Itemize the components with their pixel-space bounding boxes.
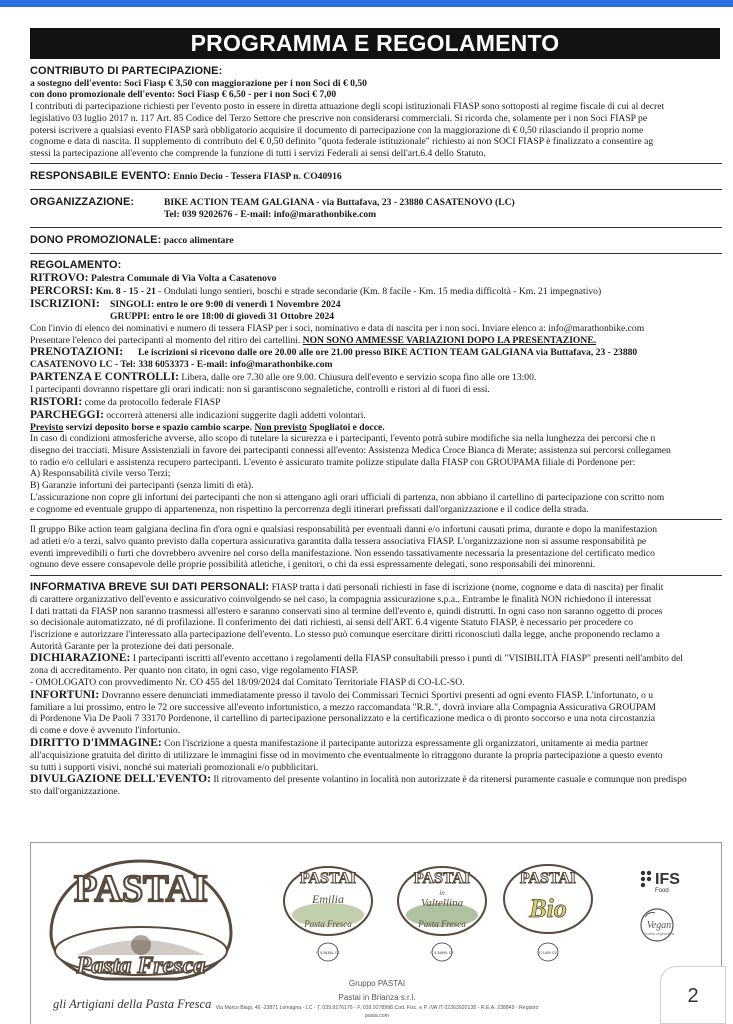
page-number-badge: 2 — [660, 966, 726, 1024]
informativa-heading: INFORMATIVA BREVE SUI DATI PERSONALI: — [30, 582, 270, 594]
ritrovo-row — [30, 272, 722, 285]
pastai-logo-text: PASTAI — [74, 868, 208, 910]
responsabile-row — [30, 168, 722, 183]
elenco-line-2 — [30, 335, 722, 347]
previsto-label: Previsto — [30, 421, 64, 433]
parcheggi-value: occorrerà attenersi alle indicazioni suggerite dagli addetti volontari. — [106, 409, 366, 421]
divulgazione-line-2: sto dall'organizzazione. — [30, 786, 120, 798]
regolamento-body-line: disegno dei tracciati. Misure Assistenziali in favore dei partecipanti connessi all'evento: Assistenza Medica Croce Bianca di Merate; assistenza sui percorsi collegamen — [30, 445, 671, 457]
dono-row — [30, 232, 722, 247]
contributo-line-2: con dono promozionale dell'evento: Soci Fiasp € 6,50 - per i non Soci € 7,00 — [30, 89, 337, 101]
previsto-text: servizi deposito borse e spazio cambio scarpe. — [63, 421, 255, 433]
sponsor-footer — [30, 842, 722, 1024]
pastai-emilia-logo — [281, 859, 376, 969]
non-previsto-text: Spogliatoi e docce. — [306, 421, 385, 433]
vegan-text: Vegan — [646, 920, 672, 931]
dono-value: pacco alimentare — [163, 234, 234, 246]
pastai-valtellina-logo — [395, 859, 490, 969]
infortuni-line: di come e dove è avvenuto l'infortunio. — [30, 725, 181, 737]
dichiarazione-row — [30, 652, 722, 665]
ritrovo-value: Palestra Comunale di Via Volta a Casatenovo — [90, 273, 277, 285]
contributo-heading: CONTRIBUTO DI PARTECIPAZIONE: — [30, 66, 223, 77]
elenco-text: Presentare l'elenco dei partecipanti al momento del ritiro dei cartellini. — [30, 334, 303, 346]
contributo-line-1: a sostegno dell'evento: Soci Fiasp € 3,50 con maggiorazione per i non Soci di € 0,50 — [30, 77, 367, 89]
informativa-line: I dati trattati da FIASP non saranno trasmessi all'estero e saranno conservati sino al termine dell'evento e, quindi distrutti. In ogni caso non saranno oggetto di proces — [30, 605, 663, 617]
divider — [30, 519, 722, 520]
contributo-body-line: I contributi di partecipazione richiesti per l'evento posto in essere in diretta attuazione degli scopi istituzionali FIASP sono sottoposti al regime fiscale di cui al decret — [30, 101, 665, 113]
emilia-region-text: Emilia — [312, 892, 344, 906]
informativa-first-line — [30, 582, 722, 594]
regolamento-body-line: In caso di condizioni atmosferiche avverse, allo scopo di tutelare la sicurezza e i partecipanti, l'evento potrà subire modifiche sia nella lunghezza dei percorsi che n — [30, 433, 656, 445]
prenotazioni-label: PRENOTAZIONI: — [30, 346, 124, 359]
infortuni-line: familiare a lui prossimo, entro le 72 ore successive all'evento infortunistico, a mezzo raccomandata "R.R.", dovrà inviare alla Compagnia Assicurativa GROUPAM — [30, 701, 656, 713]
ristori-value: come da protocollo federale FIASP — [84, 396, 221, 408]
diritto-row — [30, 737, 722, 750]
parcheggi-row — [30, 409, 722, 422]
partenza-line-2: I partecipanti dovranno rispettare gli orari indicati: non si garantiscono segnaletiche, controlli e ristori al di fuori di essi. — [30, 383, 490, 395]
vegan-sub-text: Qualità Vegetariana — [643, 932, 675, 936]
contributo-section — [30, 66, 722, 160]
iscrizioni-singoli: SINGOLI: entro le ore 9:00 di venerdì 1 Novembre 2024 — [110, 299, 341, 311]
percorsi-row — [30, 285, 722, 298]
vegan-logo — [635, 905, 685, 945]
ristori-label: RISTORI: — [30, 395, 83, 408]
valtellina-in-text: in — [439, 889, 445, 897]
prenotazioni-line-2: CASATENOVO LC - Tel: 338 6053373 - E-mail: info@marathonbike.com — [30, 359, 333, 371]
ristori-row — [30, 396, 722, 409]
organizzazione-line-2: Tel: 039 9202676 - E-mail: info@marathonbike.com — [164, 209, 377, 221]
declino-line: eventi imprevedibili o furti che dovrebbero avvenire nel corso della manifestazione. Non essendo tassativamente necessaria la presentazione del certificato medico — [30, 547, 655, 559]
ifs-food-logo — [635, 865, 705, 905]
divider — [30, 575, 722, 576]
pastai-tagline: gli Artigiani della Pasta Fresca — [53, 997, 212, 1011]
bio-top-text: PASTAI — [519, 870, 577, 887]
regolamento-body-line: e cognome ed eventuale gruppo di appartenenza, non rispettino la percorrenza degli itinerari prefissati dall'organizzazione e il codice della strada. — [30, 503, 589, 515]
browser-top-strip — [0, 0, 733, 7]
iscrizioni-gruppi: GRUPPI: entro le ore 18:00 di giovedì 31 Ottobre 2024 — [110, 311, 335, 323]
divulgazione-text: Il ritrovamento del presente volantino in località non autorizzate è da ritenersi puramente casuale e comunque non predispo — [210, 774, 687, 786]
regolamento-body-line: to radio e/o cellulari e assistenza recupero partecipanti. L'evento è assicurato tramite polizze stipulate dalla FIASP con GROUPAMA filiale di Pordenone per: — [30, 456, 636, 468]
dono-label: DONO PROMOZIONALE: — [30, 233, 162, 246]
pastai-bio-logo — [501, 859, 596, 969]
divider — [30, 163, 722, 164]
partenza-value: Libera, dalle ore 7.30 alle ore 9.00. Chiusura dell'evento e servizio scopa fino alle ore 13:00. — [181, 371, 537, 383]
non-previsto-label: Non previsto — [254, 421, 307, 433]
declino-line: ad atleti e/o a terzi, salvo quanto previsto dalla copertura assicurativa garantita dalla tessera associativa FIASP. L'organizzazione non si assume responsabilità pe — [30, 535, 647, 547]
partenza-row — [30, 371, 722, 384]
bio-text: Bio — [529, 894, 567, 923]
diritto-text: Con l'iscrizione a questa manifestazione il partecipante autorizza espressamente gli organizzatori, unitamente ai media partner — [161, 737, 649, 749]
contributo-body-line: potersi iscrivere a qualsiasi evento FIASP sarà obbligatorio acquisire il documento di partecipazione con la maggiorazione di € 0,50 rilasciando il proprio nome — [30, 124, 644, 136]
emilia-cert-mark: IT 9-3635/L CE — [316, 951, 340, 955]
informativa-line: l'iscrizione e autorizzare l'interessato alla partecipazione dell'evento. Lo stesso può comunque esercitare diritti riconosciuti dalla legge, anche proponendo reclamo a — [30, 628, 660, 640]
regolamento-body-line: B) Garanzie infortuni dei partecipanti (senza limiti di età). — [30, 480, 254, 492]
organizzazione-label: ORGANIZZAZIONE: — [30, 196, 135, 209]
regolamento-body-line: A) Responsabilità civile verso Terzi; — [30, 468, 171, 480]
emilia-bottom-text: Pasta Fresca — [304, 919, 352, 929]
ritrovo-label: RITROVO: — [30, 272, 89, 285]
valtellina-cert-mark: IT 9-3499/L CE — [430, 951, 454, 955]
prenotazioni-value: Le iscrizioni si ricevono dalle ore 20.00 alle ore 21.00 presso BIKE ACTION TEAM GALGIANA via Buttafava, 23 - 23880 — [138, 347, 638, 359]
iscrizioni-label: ISCRIZIONI: — [30, 298, 100, 311]
bio-cert-mark: IT L600 CE — [539, 951, 557, 955]
document-body — [30, 66, 722, 798]
iscrizioni-row — [30, 298, 722, 311]
servizi-row — [30, 422, 722, 434]
gruppo-label: Gruppo PASTAI — [348, 979, 406, 988]
contributo-body-line: stessi la partecipazione all'evento che comprende la funzione di tutti i servizi Federali ai sensi dell'art.6.4 dello Statuto. — [30, 147, 486, 159]
organizzazione-row — [30, 194, 722, 209]
company-name: Pastai in Brianza s.r.l. — [338, 993, 416, 1002]
ifs-food-text: Food — [655, 888, 669, 894]
emilia-top-text: PASTAI — [299, 870, 357, 887]
pasta-fresca-text: Pasta Fresca — [76, 953, 206, 979]
divider — [30, 227, 722, 228]
valtellina-top-text: PASTAI — [413, 870, 471, 887]
diritto-line: su tutti i supporti visivi, nonché sui materiali promozionali e/o pubblicitari. — [30, 761, 319, 773]
declino-line: ognuno deve essere consapevole delle proprie possibilità atletiche, i genitori, o chi da essi espressamente delegati, sono responsabili dei minorenni. — [30, 559, 596, 571]
divider — [30, 189, 722, 190]
elenco-warning: NON SONO AMMESSE VARIAZIONI DOPO LA PRESENTAZIONE. — [302, 334, 597, 346]
regolamento-body-line: L'assicurazione non copre gli infortuni dei partecipanti che non si attengano agli orari ufficiali di partenza, non abbiano il cartellino di partecipazione con scritto nom — [30, 491, 665, 503]
prenotazioni-row — [30, 346, 722, 359]
organizzazione-line-1: BIKE ACTION TEAM GALGIANA - via Buttafava, 23 - 23880 CASATENOVO (LC) — [164, 197, 515, 209]
infortuni-line: di Pordenone Via De Paoli 7 33170 Pordenone, il cartellino di partecipazione personalizzato e la certificazione medica o di pronto soccorso e una nota circostanzia — [30, 713, 656, 725]
percorsi-label: PERCORSI: — [30, 285, 94, 298]
divider — [30, 253, 722, 254]
diritto-label: DIRITTO D'IMMAGINE: — [30, 736, 162, 749]
parcheggi-label: PARCHEGGI: — [30, 408, 104, 421]
diritto-line: all'acquisizione gratuita del diritto di utilizzare le immagini fisse od in movimento che eventualmente lo ritraggono durante la propria partecipazione a questo evento — [30, 749, 663, 761]
divulgazione-label: DIVULGAZIONE DELL'EVENTO: — [30, 773, 211, 786]
valtellina-bottom-text: Pasta Fresca — [418, 919, 466, 929]
responsabile-value: Ennio Decio - Tessera FIASP n. CO40916 — [172, 170, 342, 182]
dichiarazione-label: DICHIARAZIONE: — [30, 652, 131, 665]
informativa-line: so decisionale automatizzato, né di profilazione. Il conferimento dei dati richiesti, ai sensi dell'ART. 6.4 vigente Statuto FIASP, è necessario per procedere co — [30, 617, 634, 629]
elenco-line: Con l'invio di elenco dei nominativi e numero di tessera FIASP per i soci, nominativo e data di nascita per i non soci. Inviare elenco a: info@marathonbike.com — [30, 322, 645, 334]
company-web: pasta.com — [365, 1013, 389, 1019]
partenza-label: PARTENZA E CONTROLLI: — [30, 370, 179, 383]
informativa-first: FIASP tratta i dati personali richiesti in fase di iscrizione (nome, cognome e data di nascita) per finalit — [269, 582, 664, 594]
regolamento-section — [30, 258, 722, 515]
company-address: Via Marco Biagi, 46 -23871 Lomagna - LC - T. 039.9276176 - F. 039.9278998 Cod. Fisc. e P. IVA IT 02363920138 - R.E.A. 238849 - Registro — [215, 1005, 539, 1011]
valtellina-region-text: Valtellina — [420, 897, 464, 909]
percorsi-desc: - Ondulati lungo sentieri, boschi e strade secondarie (Km. 8 facile - Km. 15 media difficoltà - Km. 21 impegnativo) — [155, 286, 602, 298]
dichiarazione-line-2: zona di accreditamento. Per quanto non citato, in ogni caso, vige regolamento FIASP. — [30, 665, 359, 677]
contributo-body-line: legislativo 03 luglio 2017 n. 117 Art. 85 Codice del Terzo Settore che prescrive non considerarsi commerciali. Si ricorda che, solamente per i non Soci FIASP pe — [30, 112, 648, 124]
omologato-line: - OMOLOGATO con provvedimento Nr. CO 455 del 18/09/2024 dal Comitato Territoriale FIASP di CO-LC-SO. — [30, 677, 465, 689]
informativa-line: Autorità Garante per la protezione dei dati personale. — [30, 640, 235, 652]
informativa-section — [30, 582, 722, 798]
infortuni-label: INFORTUNI: — [30, 688, 100, 701]
informativa-line: di carattere organizzativo dell'evento e assicurativo coinvolgendo se nel caso, la compagnia assicurazione s.p.a.. Entrambe le finalità NON richiedono il interessat — [30, 593, 652, 605]
regolamento-heading: REGOLAMENTO: — [30, 260, 122, 272]
infortuni-row — [30, 689, 722, 702]
infortuni-text: Dovranno essere denunciati immediatamente presso il tavolo dei Commissari Tecnici Sportivi presenti ad ogni evento FIASP. L'infortunato, o u — [99, 689, 653, 701]
ifs-text: IFS — [655, 871, 680, 888]
declino-line: Il gruppo Bike action team galgiana declina fin d'ora ogni e qualsiasi responsabilità per eventuali danni e/o infortuni causati prima, durante e dopo la manifestazion — [30, 524, 657, 536]
responsabile-label: RESPONSABILE EVENTO: — [30, 169, 171, 182]
divulgazione-row — [30, 773, 722, 786]
dichiarazione-text: I partecipanti iscritti all'evento accettano i regolamenti della FIASP consultabili presso i punti di "VISIBILITÀ FIASP" presenti nell'ambito del — [130, 653, 683, 665]
declino-section — [30, 524, 722, 571]
page-title: PROGRAMMA E REGOLAMENTO — [30, 28, 720, 59]
pastai-logo — [47, 855, 235, 990]
percorsi-km: Km. 8 - 15 - 21 — [95, 286, 156, 298]
contributo-body-line: cognome e data di nascita. Il supplemento di contributo del € 0,50 definito "quota federale istituzionale" richiesto ai non SOCI FIASP è finalizzato a consentire ag — [30, 136, 654, 148]
